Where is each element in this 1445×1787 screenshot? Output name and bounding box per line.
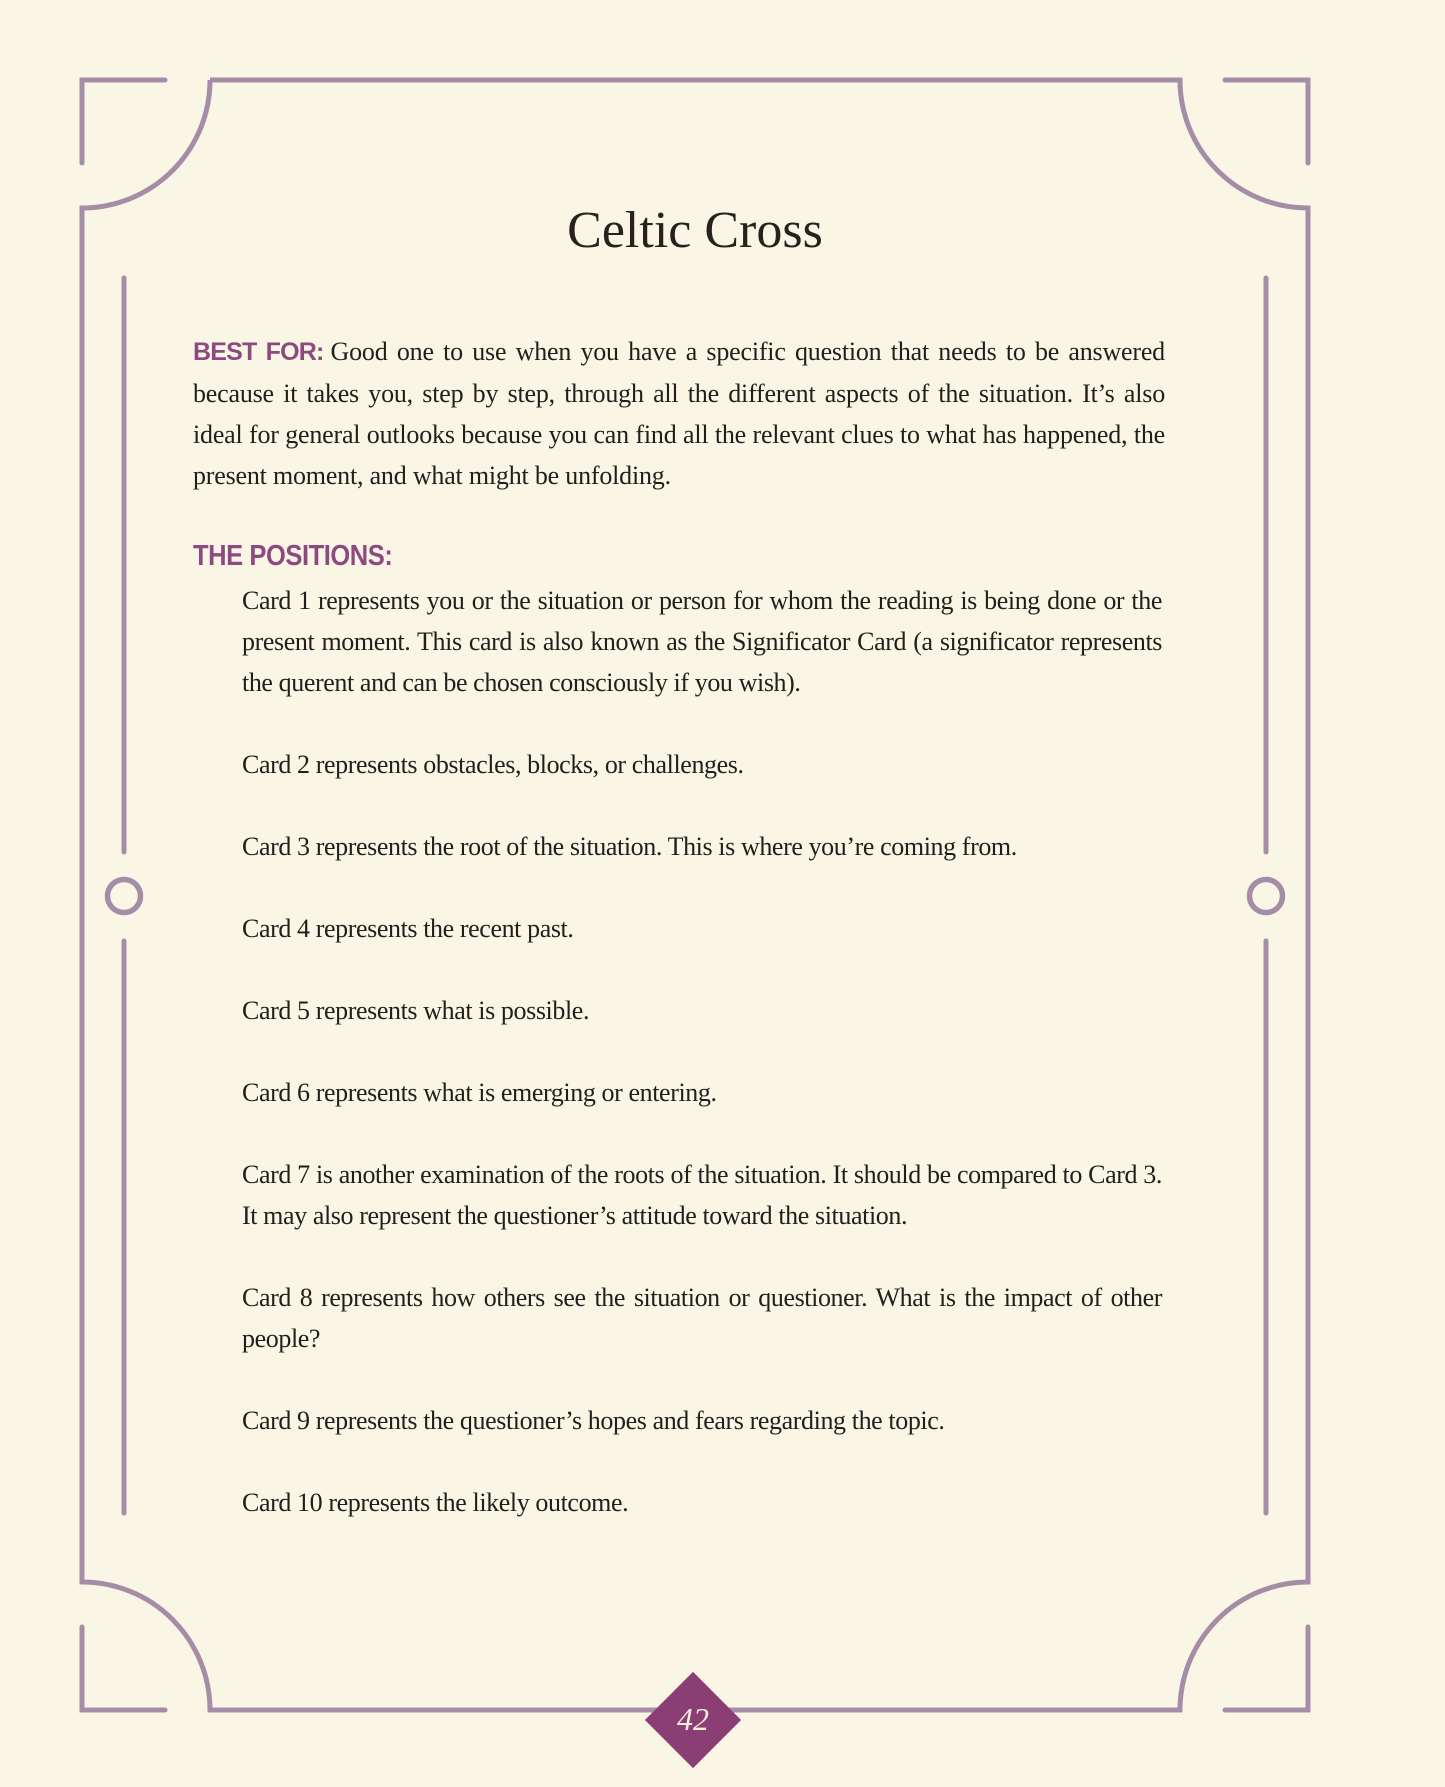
card-position-text: Card 7 is another examination of the roots of the situation. It should be compared to Card 3. It may also represent the questioner’s attitude toward the situation. bbox=[242, 1160, 1162, 1230]
page-number: 42 bbox=[677, 1701, 709, 1737]
card-position-text: Card 8 represents how others see the situation or questioner. What is the impact of other people? bbox=[242, 1283, 1162, 1353]
card-position-text: Card 10 represents the likely outcome. bbox=[242, 1488, 629, 1517]
best-for-label: BEST FOR: bbox=[193, 338, 324, 366]
positions-heading: THE POSITIONS: bbox=[193, 540, 393, 572]
card-position-text: Card 2 represents obstacles, blocks, or challenges. bbox=[242, 750, 744, 779]
card-position-text: Card 9 represents the questioner’s hopes and fears regarding the topic. bbox=[242, 1406, 945, 1435]
page-title: Celtic Cross bbox=[567, 202, 823, 259]
best-for-paragraph bbox=[193, 331, 1165, 496]
card-position-text: Card 1 represents you or the situation or person for whom the reading is being done or the present moment. This card is also known as the Significator Card (a significator represents the querent and can be chosen consciously if you wish). bbox=[242, 586, 1162, 697]
card-positions-list bbox=[242, 580, 1162, 1564]
card-position-text: Card 5 represents what is possible. bbox=[242, 996, 590, 1025]
page-number-badge bbox=[645, 1672, 741, 1768]
card-position-text: Card 3 represents the root of the situation. This is where you’re coming from. bbox=[242, 832, 1017, 861]
card-position-text: Card 4 represents the recent past. bbox=[242, 914, 574, 943]
best-for-text: Good one to use when you have a specific question that needs to be answered because it takes you, step by step, through all the different aspects of the situation. It’s also ideal for general outlooks because you can find all the relevant clues to what has happened, the present moment, and what might be unfolding. bbox=[193, 337, 1165, 490]
card-position-text: Card 6 represents what is emerging or entering. bbox=[242, 1078, 717, 1107]
